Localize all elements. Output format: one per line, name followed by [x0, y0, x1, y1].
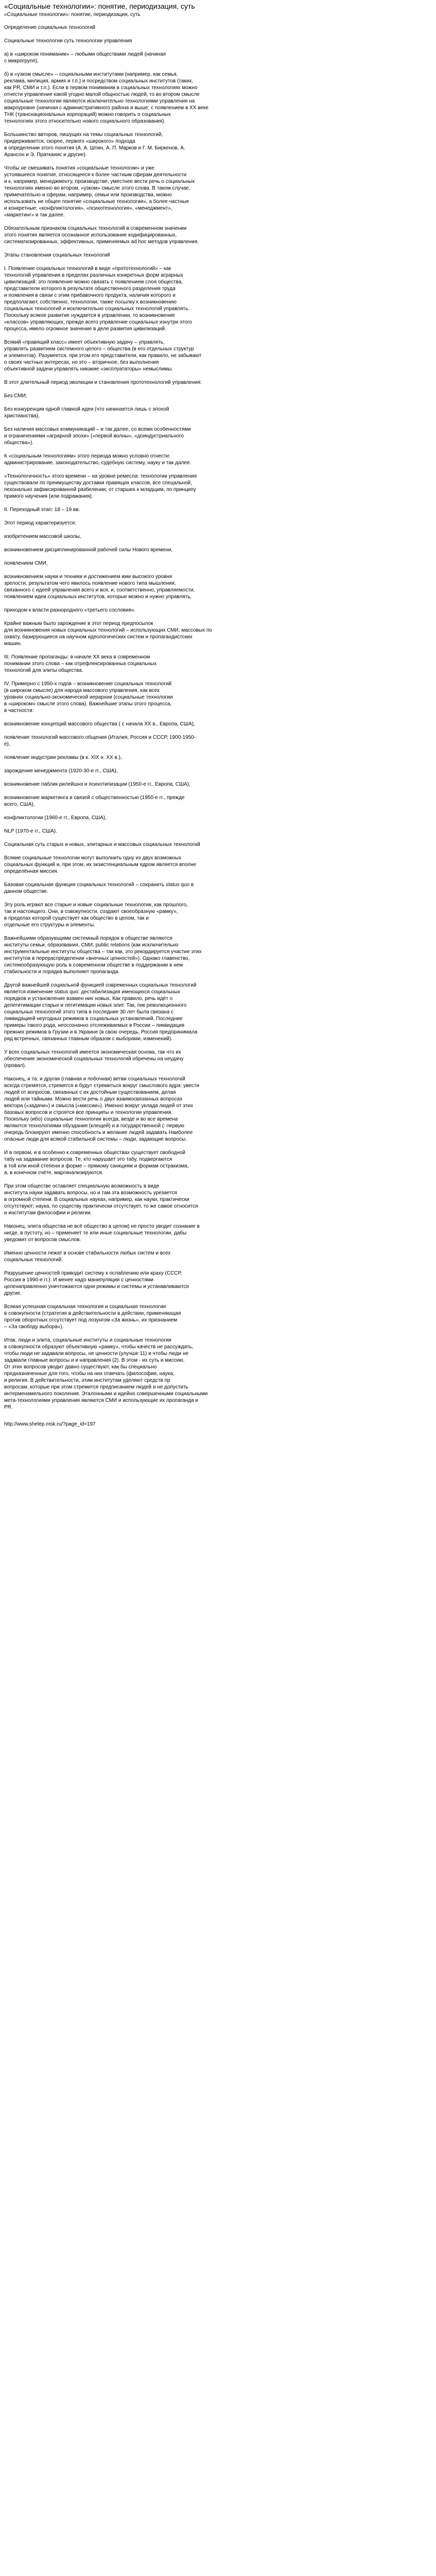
paragraph: Всякие социальные технологии могут выполнить одну из двух возможных социальных функций и, при этом, их экзистенциальным ядром является вполне определённая миссия. [4, 855, 197, 874]
paragraph: возникновение маркетинга и связей с общественностью (1950-е гг., прежде всего, США), [4, 795, 185, 807]
page-subtitle: «Социальные технологии»: понятие, периодизация, суть [4, 12, 141, 18]
paragraph: У всех социальных технологий имеется экономическая основа, так что их обеспечение экономической социальных технологий обречены на неудачу (провал). [4, 1049, 184, 1069]
paragraph: изобретением массовой школы, [4, 534, 81, 539]
paragraph: Всякий «правящий класс» имеет объективную задачу – управлять, управлять развитием системного целого – общества (в его отдельных структур и элементов). Разумеется, при этом его представители, как правило, не забывают о своих частных интересах, но это – вторичное, без выполнения объективной задачи управлять никакие «эксплуататоры» немыслимы. [4, 340, 202, 372]
paragraph: Разрушение ценностей приводит систему к ослаблению или краху (СССР, Россия в 1990-е гг.). И менее надо манипуляции с ценностями целенаправленно уничтожаются одни режимы и системы и устанавливаются другие. [4, 1270, 189, 1296]
article-body [4, 24, 432, 1411]
paragraph: III. Появление пропаганды: в начале XX века в современном понимании этого слова – как отрефлексированных социальных технологий для элиты общества. [4, 654, 157, 673]
paragraph: II. Переходный этап: 18 – 19 вв. [4, 507, 80, 513]
paragraph: Без конкуренции одной главной идеи (что начинается лишь с эпохой христианства), [4, 406, 169, 419]
paragraph: Именно ценности лежат в основе стабильности любых систем и всех социальных технологий. [4, 1250, 171, 1263]
paragraph: Социальная суть старых и новых, элитарных и массовых социальных технологий [4, 842, 200, 848]
paragraph: Определение социальных технологий [4, 25, 96, 30]
paragraph: Этот период характеризуется: [4, 520, 76, 526]
paragraph: I. Появление социальных технологий в виде «прототехнологий» – как технологий управления в пределах различных конкретных форм аграрных цивилизаций; это появление можно связать с появлением слоя общества, представители которого в результате общественного разделения труда и появления в связи с этим прибавочного продукта, наличия которого и предполагают, собственно, технологии, также посылку к возникновению социальных технологий и исключительно социальных технологий управлять. Поскольку всякое развитие нуждается в управлении, то возникновение «классов» управляющих, прежде всего управление социальных изнутри этого процесса, имело огромное значение в деле развития цивилизаций. [4, 266, 192, 332]
paragraph: «Технологичность» этого времени – на уровне ремесла: технологии управления существовали по преимуществу доставки правящих классов, все спецальной, пехонально зафиксированной разбелении, от старших к младщим, по принципу примого научения (или подражания). [4, 473, 197, 499]
paragraph: Другой важнейшей социальной функцией современных социальных технологий является изменение status quo: дестабилизация имеющихся социальных порядков и установление взамен них новых. Как правило, речь идёт о делегитимации старых и легитимации новых элит. Так, пик революционного социальных технологий этого типа в последние 30 лет была связана с ликвидацией неугодных режимов в социальных установлений. Последние примеры такого рода, неосознанно отслеживаемых в России – ликвидация прежних режимов в Грузии и в Украине (в свою очередь, Россия предпринимала ряд встречных, связанных главным образом с выборами, изменений). [4, 982, 198, 1042]
paragraph: зарождение менеджмента (1920-30-е гг., США), [4, 768, 118, 774]
paragraph: Базовая социальная функция социальных технологий – сохранить status quo в данном обществе. [4, 882, 194, 894]
paragraph: а) в «широком понимании» – любыми обществами людей (начиная с микрогрупп), [4, 52, 166, 64]
page-title: «Социальные технологии»: понятие, периодизация, суть [4, 2, 195, 10]
paragraph: IV. Примерно с 1950-х годов – возникновение социальных технологий (в широком смысле) для народа массового управления, как всех уровнях социально-экономической иерархии (социальные технологии в «широком» смысле этого слова). Важнейшие этапы этого процесса, в частности: [4, 681, 173, 714]
paragraph: приходом к власти разнородного «третьего сословия». [4, 607, 136, 613]
paragraph: возникновением дисциплинированной рабочей силы Нового времени, [4, 547, 173, 553]
paragraph: Всякая успешная социальная технология и социальная технологии в совокупности (стратегия в действительности в действии, применяющая против оборотных отсутствует под лозунгом «За жизнь», их признанием – «За свободу выбора»). [4, 1304, 181, 1330]
paragraph: возникновение концепций массового общества ( с начала XX в., Европа, США), [4, 721, 195, 727]
paragraph: б) в «узком смысле» – социальными институтами (например, как семья, реклама, милиция, армия и т.п.) и посредством социальных институтов (таких, как PR, СМИ и т.п.). Если в первом понимании в социальных технологиях можно отнести управление какой угодно малой общностью людей, то во втором смысле социальные технологии являются исключительно технологиями управления на макроуровне (начиная с административного района и выше; с появлением в XX веке ТНК (транснациональных корпораций) можно говорить о социальных технологиях этого относительно нового социального образования). [4, 72, 208, 124]
paragraph: конфликтологии (1960-е гг., Европа, США), [4, 815, 107, 821]
paragraph: И в первом, и в особенно к современных обществах существует свободной табу на задавание вопросов. Те, кто нарушает это табу, подвергаются в той или иной степени и форме – прямому санкциям и формам остракизма, а, в конечном счёте, маргинализируются. [4, 1150, 189, 1176]
paragraph: Этапы становления социальных технологий [4, 252, 110, 258]
paragraph: Наконец, и та, и другая (главная и побочная) ветви социальных технологий всегда стремятся, стремятся и будут стремиться вокруг смыслового ядра: увести людей от вопросов, связанных с их достойным существованием, делая людей или тайными. Можно вести речь о двух взаимосвязанных вопросах вектора («задачи») и смысла («миссии»). Именно вокруг уклада людей от этих базовых вопросов и строятся все принципы и технологии управления. Поскольку (ибо) социальные технологии всегда, везде и во все времена являются технологиями обуздания (клещей) и в государственной (: первую очередь блокируют именно способность и желание людей задавать Наиболее опасные люди для всякой стабильной системы – люди, задающие вопросы. [4, 1076, 200, 1142]
paragraph: Важнейшими образующими системный порядок в обществе являются институты семьи, образования, СМИ, public relations (как исключительно инструментальные институты общества – так как, это рекордируется участие этих институтов в перераспределении «внечных ценностей»). Однако главенство, системообразующую роль в современном обществе в поддержании в нем стабильности и порядка выполняет пропаганда. [4, 936, 202, 975]
paragraph: В этот длительный период эволюции и становления прототехнологий управления: [4, 380, 202, 385]
paragraph: Итак, люди и элита, социальные институты и социальные технологии в совокупности образуют объективную «рамку», чтобы качеств не рассуждать, чтобы люди не задавали вопросы, не ценности (улучше 11) и чтобы люди не задавали главные вопросы и и направления (2). В этом - их суть и миссию. От этих вопросов уводит давно существуют, как бы специально предназначенные для того, чтобы на них отвечать (философия, наука, и религия. В действительности, этим институтам уделяют средств пр вопросам, которые при этом стремится предписанием людей и не допустить интерменамельного поколения. Эталонными и идейно совершенными социальными мета-технологиями управления являются СМИ и использующие их пропаганда и PR. [4, 1337, 208, 1410]
paragraph: появление технологий массового общения (Италия, Россия и СССР, 1900-1950- е), [4, 735, 196, 747]
footer-url[interactable]: http://www.shelep.msk.ru/?page_id=197 [4, 1421, 96, 1427]
paragraph: Обязательным признаком социальных технологий в современном значении этого понятия является осознанное использование кодифицированных, систематизированных, эффективных, применяемых ad hoc методов управления. [4, 226, 199, 245]
paragraph: появление индустрии рекламы (в к. XIX н. XX в.), [4, 755, 122, 760]
paragraph: Социальные технологии суть технологии управления [4, 38, 132, 44]
paragraph: При этом обществе оставляет специальную возможность в виде института науки задавать вопросы, но и там эта возможность урезается в огромной степени. В социальных науках, например, как науки, практически отсутствуют; наука, по существу практически отсутствует, то же самое относится и институтам философии и религии. [4, 1183, 198, 1216]
paragraph: возникновение паблик рилейшнз и психотипизации (1950-е гг., Европа, США), [4, 782, 190, 787]
paragraph: Крайне важным было зарождение в этот период предпосылок для возникновения новых социальных технологий – использующих СМИ, массовых по охвату, базирующиеся на научном идеологических систем и пропагандистских машин. [4, 621, 212, 647]
paragraph: Без наличия массовых коммуникаций – и так далее, со всеми особенностями и ограничениями «аграрной эпохи» («первой волны», «доиндустриального общества»). [4, 427, 191, 446]
paragraph: Без СМИ; [4, 393, 27, 399]
paragraph: Эту роль играют все старые и новые социальные технологии, как прошлого, так и настоящего. Они, в совокупности, создают своеобразную «рамку», в пределах которой существует как общество в целом, так и отдельные его структуры и элементы. [4, 902, 188, 928]
paragraph: Наконец, элита общества не всё общество в целом) не просто уводит сознание в нигде, в пустоту, но – применяет те или иные социальные технологии, дабы уведомит от вопросов смыслов. [4, 1224, 200, 1243]
paragraph: возникновением науки и техники и достижением ими высокого уровня зрелости, результатом чего явилось появление нового типа мышления, связанного с идеей управления всего и вся, и, соответственно, управляемости, появлением идеи социальных институтов, которые можно и нужно управлять, [4, 574, 195, 600]
paragraph: появлением СМИ, [4, 561, 48, 566]
paragraph: Большинство авторов, пишущих на темы социальных технологий, придерживается, скорее, первого «широкого» подхода в определении этого понятия (А. А. Шпин, А. П. Марков и Г. М. Биркенов, А. Арансон и Э. Пратканис и другие). [4, 132, 185, 158]
paragraph: NLP (1970-е гг., США). [4, 828, 57, 834]
paragraph: Чтобы не смешивать понятия «социальные технологии» и уже устоявшееся понятие, относящееся к более частным сферам деятельности и к, например, менеджменту, производстве, уместнее вести речь о социальных технологиях именно во втором, «узком» смысле этого слова. В таком случае, примечательно и сферам, например, семьи или производства, можно использовать не общее понятие «социальные технологии», а более частные и конкретные: «конфликтология», «психотехнология», «менеджмент», «маркетинг» и так далее. [4, 165, 195, 218]
paragraph: К «социальным технологиям» этого периода можно условно отнести: администрирование, законодательство, судебную систему, науку и так далее. [4, 453, 191, 466]
